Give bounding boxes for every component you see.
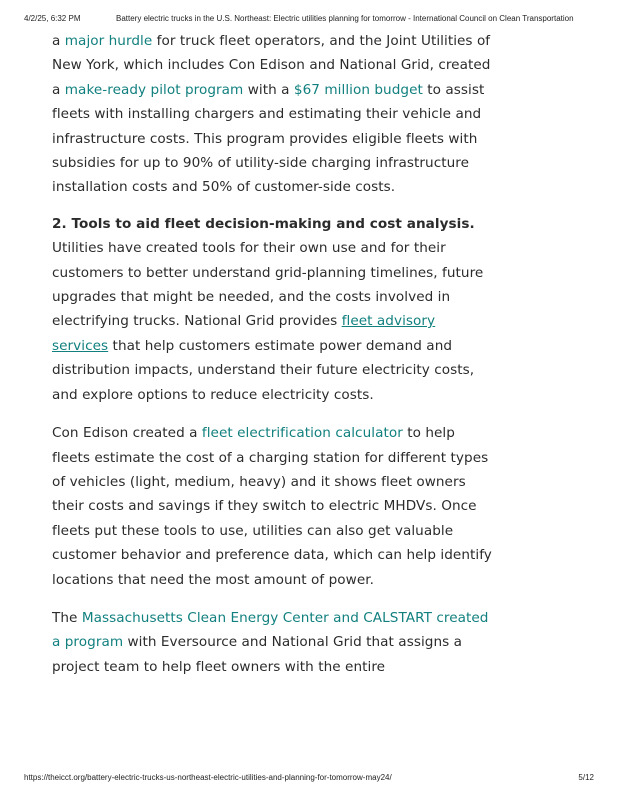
print-url: https://theicct.org/battery-electric-trucks-us-northeast-electric-utilities-and-planning-for-tomorrow-may24/ [24,773,392,782]
paragraph-con-edison [52,421,492,592]
link-masscec-calstart-program[interactable]: Massachusetts Clean Energy Center and CALSTART created a program [52,609,489,651]
print-page-title: Battery electric trucks in the U.S. Northeast: Electric utilities planning for tomorrow - International Council on Clean Transportation [116,14,574,23]
text-run: Con Edison created a [52,425,202,442]
text-run: The [52,609,82,626]
print-header [0,14,618,26]
paragraph-make-ready [52,29,492,200]
text-run: for truck fleet operators, and the Joint Utilities of New York, which includes Con Edison and National Grid, created a [52,33,491,98]
link-67-million-budget[interactable]: $67 million budget [293,81,423,98]
text-run: Utilities have created tools for their own use and for their customers to better understand grid-planning timelines, future upgrades that might be needed, and the costs involved in electrifying trucks. National Grid provides [52,240,484,330]
text-run: with a [243,81,294,98]
print-date: 4/2/25, 6:32 PM [24,14,81,23]
link-fleet-advisory-services[interactable]: fleet advisory services [52,313,436,354]
paragraph-tools [52,212,492,407]
link-fleet-electrification-calculator[interactable]: fleet electrification calculator [201,425,403,442]
section-heading: 2. Tools to aid fleet decision-making and cost analysis. [52,215,475,232]
text-run: a [52,33,65,49]
text-run: that help customers estimate power demand and distribution impacts, understand their future electricity costs, and explore options to reduce electricity costs. [52,337,475,403]
paragraph-massachusetts [52,606,492,679]
print-footer [0,773,618,785]
text-run: with Eversource and National Grid that assigns a project team to help fleet owners with the entire [52,634,463,675]
text-run: to help fleets estimate the cost of a charging station for different types of vehicles (light, medium, heavy) and it shows fleet owners their costs and savings if they switch to electric MHDVs. Once fleets put these tools to use, utilities can also get valuable customer behavior and preference data, which can help identify locations that need the most amount of power. [52,425,492,588]
page-number: 5/12 [578,773,594,782]
article-body [52,29,492,679]
text-run: to assist fleets with installing chargers and estimating their vehicle and infrastructure costs. This program provides eligible fleets with subsidies for up to 90% of utility-side charging infrastructure installation costs and 50% of customer-side costs. [52,81,485,196]
link-make-ready-pilot-program[interactable]: make-ready pilot program [64,81,244,98]
link-major-hurdle[interactable]: major hurdle [64,33,153,49]
